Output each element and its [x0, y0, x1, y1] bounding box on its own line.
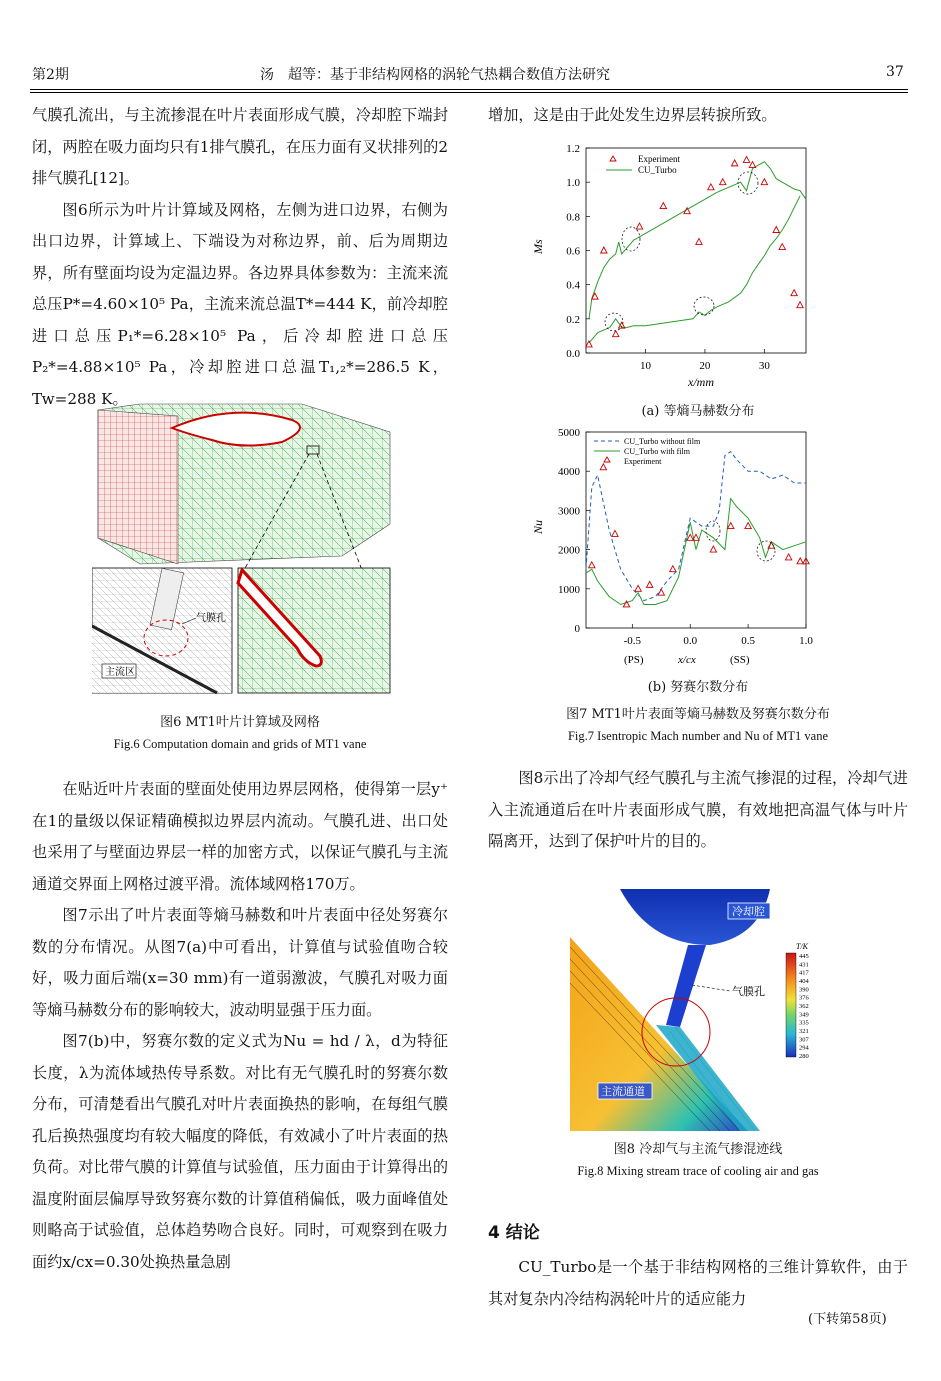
- x-tick-label: -0.5: [623, 635, 642, 647]
- colorbar-tick-label: 362: [799, 1003, 809, 1010]
- experiment-point: [658, 589, 664, 595]
- page-number: 37: [886, 64, 904, 80]
- experiment-point: [773, 227, 779, 233]
- experiment-point: [589, 562, 595, 568]
- series-line: [589, 162, 806, 319]
- x-tick-label: 20: [699, 360, 711, 372]
- figure-8-stream-trace: [570, 887, 840, 1131]
- nusselt-chart: [528, 424, 818, 672]
- x-tick-label: 1.0: [799, 635, 813, 647]
- colorbar-tick-label: 376: [799, 994, 809, 1002]
- paragraph: 图7示出了叶片表面等熵马赫数和叶片表面中径处努赛尔数的分布情况。从图7(a)中可看出，计算值与试验值吻合较好，吸力面后端(x=30 mm)有一道弱激波，气膜孔对吸力面等熵马赫数分布的影响较大，波动明显强于压力面。: [32, 906, 448, 1019]
- figure-8-caption-cn: 图8 冷却气与主流气掺混迹线: [613, 1142, 783, 1157]
- experiment-point: [710, 546, 716, 552]
- series-line: [589, 196, 800, 343]
- left-bottom-text: [32, 774, 448, 1278]
- y-tick-label: 0.0: [566, 348, 580, 360]
- colorbar-tick-label: 431: [799, 961, 809, 969]
- experiment-point: [797, 558, 803, 564]
- experiment-point: [761, 179, 767, 185]
- experiment-point: [743, 156, 749, 162]
- x-tick-label: 30: [758, 360, 770, 372]
- x-tick-label: 0.5: [741, 635, 755, 647]
- legend-experiment: Experiment: [624, 457, 662, 466]
- paragraph: 图8示出了冷却气经气膜孔与主流气掺混的过程，冷却气进入主流通道后在叶片表面形成气膜，有效地把高温气体与叶片隔离开，达到了保护叶片的目的。: [488, 769, 908, 850]
- colorbar-tick-label: 349: [799, 1011, 809, 1019]
- legend-no-film: CU_Turbo without film: [624, 437, 701, 446]
- journal-issue: 第2期: [32, 67, 69, 83]
- hole-label: 气膜孔: [732, 986, 765, 998]
- experiment-point: [745, 523, 751, 529]
- header-rule: [30, 89, 908, 90]
- header-rule-thin: [30, 92, 908, 93]
- experiment-point: [646, 581, 652, 587]
- experiment-point: [600, 464, 606, 470]
- figure-8-caption-en: Fig.8 Mixing stream trace of cooling air and gas: [577, 1164, 819, 1178]
- colorbar-tick-label: 280: [799, 1053, 809, 1060]
- figure-7-caption-en: Fig.7 Isentropic Mach number and Nu of MT1 vane: [567, 729, 828, 743]
- y-tick-label: 1.2: [566, 143, 580, 155]
- experiment-point: [601, 247, 607, 253]
- y-tick-label: 0: [574, 623, 580, 635]
- figure-7-caption-cn: 图7 MT1叶片表面等熵马赫数及努赛尔数分布: [566, 707, 830, 722]
- experiment-point: [779, 244, 785, 250]
- paragraph: 气膜孔流出，与主流掺混在叶片表面形成气膜，冷却腔下端封闭，两腔在吸力面均只有1排气膜孔，在压力面有叉状排列的2排气膜孔[12]。: [32, 106, 448, 187]
- paragraph: CU_Turbo是一个基于非结构网格的三维计算软件，由于其对复杂内冷结构涡轮叶片的适应能力: [488, 1258, 908, 1308]
- experiment-point: [660, 203, 666, 209]
- experiment-point: [636, 223, 642, 229]
- colorbar-tick-label: 417: [799, 969, 809, 977]
- experiment-point: [791, 290, 797, 296]
- colorbar-tick-label: 390: [799, 986, 809, 994]
- experiment-point: [731, 160, 737, 166]
- colorbar-tick-label: 335: [799, 1019, 809, 1027]
- colorbar-tick-label: 445: [799, 953, 809, 960]
- x-axis-label: x/cx: [678, 654, 696, 666]
- paragraph: 图6所示为叶片计算域及网格，左侧为进口边界，右侧为出口边界，计算域上、下端设为对称边界，前、后为周期边界，所有壁面均设为定温边界。各边界具体参数为：主流来流总压P*=4.60×10⁵ Pa，主流来流总温T*=444 K，前冷却腔进口总压P₁*=6.28×10⁵ Pa，后冷却腔进口总压P₂*=4.88×10⁵ Pa，冷却腔进口总温T₁,₂*=286.5 K，Tw=288 K。: [32, 200, 448, 408]
- main-channel-label: 主流通道: [601, 1086, 645, 1098]
- main-flow-label: 主流区: [105, 667, 135, 678]
- y-tick-label: 3000: [558, 505, 580, 518]
- experiment-point: [720, 179, 726, 185]
- right-top-text: [488, 100, 908, 132]
- ss-label: (SS): [730, 654, 750, 666]
- colorbar-tick-label: 404: [799, 978, 809, 985]
- y-tick-label: 1000: [558, 583, 580, 596]
- cavity-label: 冷却腔: [732, 906, 765, 918]
- y-tick-label: 0.6: [566, 245, 580, 258]
- figure-7a: [528, 136, 818, 396]
- legend-experiment: Experiment: [638, 154, 680, 164]
- experiment-point: [696, 238, 702, 244]
- right-mid-text: [488, 763, 908, 858]
- y-axis-label: Nu: [531, 519, 545, 534]
- y-tick-label: 0.4: [566, 279, 580, 292]
- legend-title: T/K: [796, 942, 809, 951]
- experiment-point: [635, 585, 641, 591]
- section-4-title: 4 结论: [488, 1223, 540, 1243]
- colorbar-tick-label: 294: [799, 1044, 809, 1052]
- experiment-point: [612, 530, 618, 536]
- paragraph: 图7(b)中，努赛尔数的定义式为Nu = hd / λ，d为特征长度，λ为流体域热传导系数。对比有无气膜孔时的努赛尔数分布，可清楚看出气膜孔对叶片表面换热的影响，在每组气膜孔后换热强度均有较大幅度的降低，有效减小了叶片表面的热负荷。对比带气膜的计算值与试验值，压力面由于计算得出的温度附面层偏厚导致努赛尔数的计算值稍偏低，吸力面峰值处则略高于试验值，总体趋势吻合良好。同时，可观察到在吸力面约x/cx=0.30处换热量急剧: [32, 1032, 448, 1271]
- x-axis-label: x/mm: [688, 375, 714, 389]
- figure-6-caption-en: Fig.6 Computation domain and grids of MT1 vane: [113, 737, 367, 751]
- mach-chart: [528, 136, 818, 396]
- legend-cu-turbo: CU_Turbo: [638, 165, 677, 175]
- hole-label: 气膜孔: [196, 613, 226, 624]
- experiment-point: [728, 523, 734, 529]
- series-line-no-film: [586, 452, 806, 601]
- experiment-point: [586, 341, 592, 347]
- figure-8: [570, 887, 840, 1131]
- figure-6-grid-image: [92, 398, 392, 696]
- paragraph: 增加，这是由于此处发生边界层转捩所致。: [488, 106, 777, 124]
- paragraph: 在贴近叶片表面的壁面处使用边界层网格，使得第一层y⁺在1的量级以保证精确模拟边界层内流动。气膜孔进、出口处也采用了与壁面边界层一样的加密方式，以保证气膜孔与主流通道交界面上网格过渡平滑。流体域网格170万。: [32, 780, 448, 893]
- legend-with-film: CU_Turbo with film: [624, 447, 690, 456]
- y-tick-label: 0.8: [566, 211, 580, 224]
- y-tick-label: 1.0: [566, 177, 580, 190]
- y-axis-label: Ms: [531, 239, 545, 254]
- x-tick-label: 10: [639, 360, 651, 372]
- series-line: [586, 499, 806, 605]
- x-tick-label: 0.0: [683, 635, 698, 647]
- y-tick-label: 0.2: [566, 313, 580, 326]
- experiment-point: [785, 554, 791, 560]
- figure-7b-subcaption: (b) 努赛尔数分布: [647, 680, 749, 695]
- figure-7a-subcaption: (a) 等熵马赫数分布: [641, 404, 755, 419]
- colorbar-tick-label: 307: [799, 1036, 809, 1044]
- left-top-text: [32, 100, 448, 415]
- experiment-point: [670, 566, 676, 572]
- experiment-point: [797, 302, 803, 308]
- figure-6: [92, 398, 392, 696]
- y-tick-label: 4000: [558, 466, 580, 479]
- ps-label: (PS): [624, 654, 644, 666]
- experiment-point: [613, 331, 619, 337]
- y-tick-label: 5000: [558, 427, 580, 439]
- experiment-point: [708, 184, 714, 190]
- figure-6-caption-cn: 图6 MT1叶片计算域及网格: [160, 715, 320, 730]
- continued-note: (下转第58页): [808, 1312, 887, 1327]
- running-title: 汤 超等：基于非结构网格的涡轮气热耦合数值方法研究: [260, 67, 610, 83]
- section-4-text: [488, 1252, 908, 1315]
- colorbar-tick-label: 321: [799, 1028, 809, 1035]
- y-tick-label: 2000: [558, 544, 580, 557]
- figure-7b: [528, 424, 818, 672]
